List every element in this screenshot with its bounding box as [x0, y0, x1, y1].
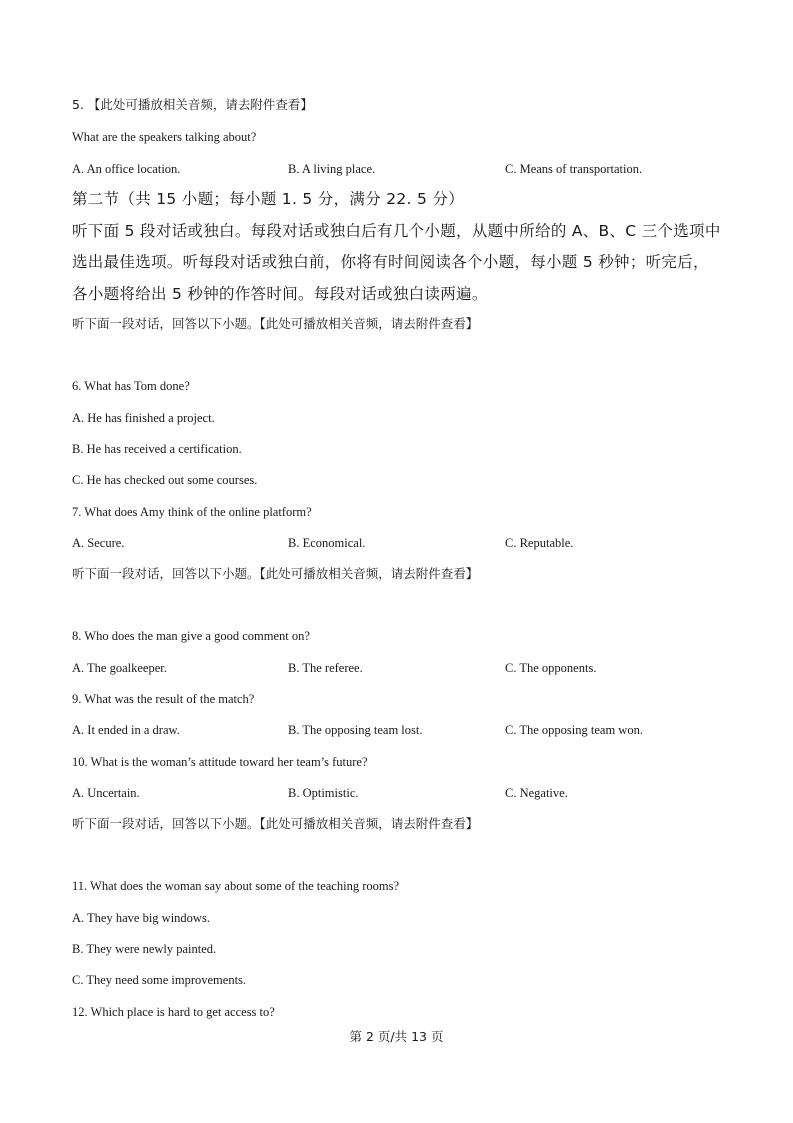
q11-option-b: B. They were newly painted. [72, 942, 217, 956]
listen-prompt-2: 听下面一段对话，回答以下小题。【此处可播放相关音频，请去附件查看】 [72, 566, 479, 581]
q10-question: 10. What is the woman’s attitude toward her team’s future? [72, 755, 368, 769]
q10-option-b: B. Optimistic. [288, 786, 359, 800]
q9-option-c: C. The opposing team won. [505, 723, 643, 737]
q9-option-b: B. The opposing team lost. [288, 723, 423, 737]
q5-stem: 5. 【此处可播放相关音频，请去附件查看】 [72, 97, 313, 112]
q11-question: 11. What does the woman say about some of the teaching rooms? [72, 879, 400, 893]
q9-option-a: A. It ended in a draw. [72, 723, 180, 737]
section2-title: 第二节（共 15 小题；每小题 1. 5 分，满分 22. 5 分） [72, 190, 465, 208]
q9-question: 9. What was the result of the match? [72, 692, 255, 706]
q5-option-b: B. A living place. [288, 162, 376, 176]
q8-option-a: A. The goalkeeper. [72, 661, 167, 675]
q11-option-c: C. They need some improvements. [72, 973, 247, 987]
q5-question: What are the speakers talking about? [72, 130, 257, 144]
q8-question: 8. Who does the man give a good comment on? [72, 629, 310, 643]
q7-option-c: C. Reputable. [505, 536, 574, 550]
q8-option-b: B. The referee. [288, 661, 363, 675]
q8-option-c: C. The opponents. [505, 661, 597, 675]
page-footer: 第 2 页/共 13 页 [349, 1029, 444, 1044]
q5-option-a: A. An office location. [72, 162, 181, 176]
q12-question: 12. Which place is hard to get access to? [72, 1005, 275, 1019]
q7-option-b: B. Economical. [288, 536, 366, 550]
q11-option-a: A. They have big windows. [72, 911, 210, 925]
section2-instruction-1: 听下面 5 段对话或独白。每段对话或独白后有几个小题，从题中所给的 A、B、C 三个选项中 [72, 222, 721, 240]
q10-option-a: A. Uncertain. [72, 786, 140, 800]
q6-option-c: C. He has checked out some courses. [72, 473, 258, 487]
q6-option-a: A. He has finished a project. [72, 411, 215, 425]
q6-option-b: B. He has received a certification. [72, 442, 242, 456]
section2-instruction-3: 各小题将给出 5 秒钟的作答时间。每段对话或独白读两遍。 [72, 285, 488, 303]
section2-instruction-2: 选出最佳选项。听每段对话或独白前，你将有时间阅读各个小题，每小题 5 秒钟；听完后， [72, 253, 709, 271]
q6-question: 6. What has Tom done? [72, 379, 190, 393]
q5-option-c: C. Means of transportation. [505, 162, 643, 176]
listen-prompt-3: 听下面一段对话，回答以下小题。【此处可播放相关音频，请去附件查看】 [72, 816, 479, 831]
q7-option-a: A. Secure. [72, 536, 125, 550]
listen-prompt-1: 听下面一段对话，回答以下小题。【此处可播放相关音频，请去附件查看】 [72, 316, 479, 331]
q7-question: 7. What does Amy think of the online platform? [72, 505, 312, 519]
q10-option-c: C. Negative. [505, 786, 568, 800]
